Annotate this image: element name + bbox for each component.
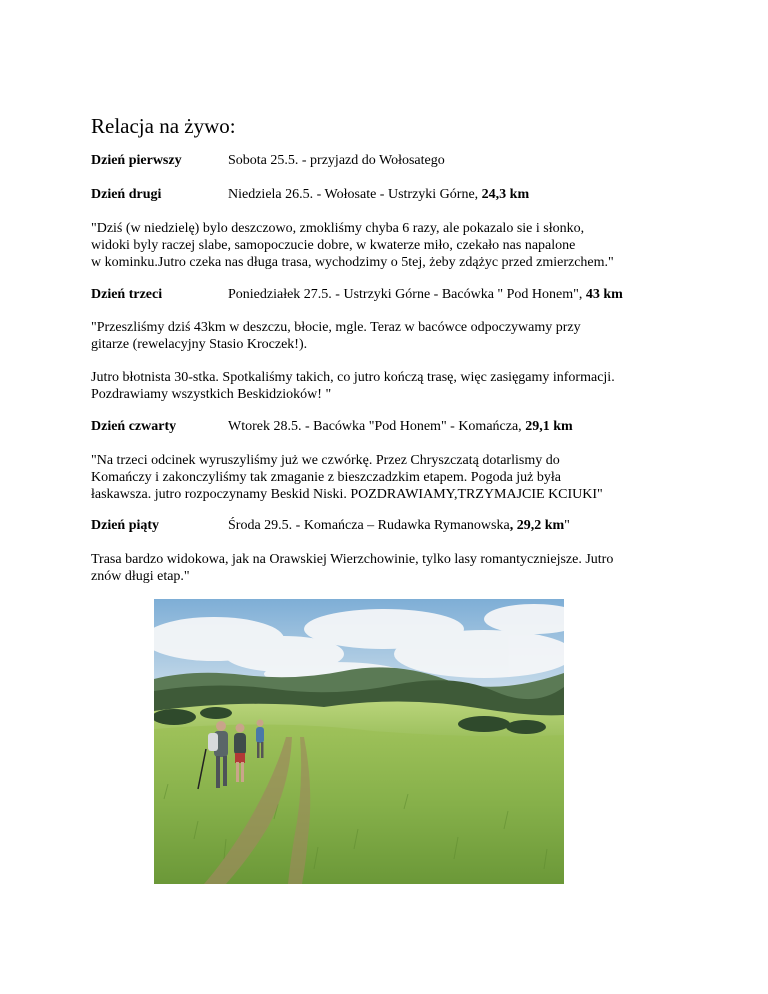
report-paragraph-4 — [91, 452, 691, 503]
paragraph-line: "Dziś (w niedzielę) bylo deszczowo, zmokliśmy chyba 6 razy, ale pokazalo sie i słonko, — [91, 221, 585, 236]
paragraph-line: Trasa bardzo widokowa, jak na Orawskiej Wierzchowinie, tylko lasy romantyczniejsze. Jutro — [91, 552, 614, 567]
day-label: Dzień trzeci — [91, 287, 163, 302]
day-description: Środa 29.5. - Komańcza – Rudawka Rymanowska, 29,2 km" — [228, 518, 570, 533]
page-title: Relacja na żywo: — [91, 114, 236, 138]
day-label: Dzień pierwszy — [91, 153, 182, 168]
day-description: Sobota 25.5. - przyjazd do Wołosatego — [228, 153, 445, 168]
day-distance: 29,1 km — [525, 419, 573, 434]
paragraph-line: znów długi etap." — [91, 569, 190, 584]
report-paragraph-5 — [91, 551, 691, 585]
paragraph-line: widoki byly raczej slabe, samopoczucie dobre, w kwaterze miło, czekało nas napalone — [91, 238, 576, 253]
paragraph-line: łaskawsza. jutro rozpoczynamy Beskid Niski. POZDRAWIAMY,TRZYMAJCIE KCIUKI" — [91, 487, 603, 502]
report-paragraph-3 — [91, 369, 691, 403]
paragraph-line: Komańczy i zakonczyliśmy tak zmaganie z bieszczadzkim etapem. Pogoda już była — [91, 470, 561, 485]
day-distance: 43 km — [585, 287, 623, 302]
paragraph-line: gitarze (rewelacyjny Stasio Kroczek!). — [91, 337, 308, 352]
paragraph-line: Pozdrawiamy wszystkich Beskidzioków! " — [91, 387, 332, 402]
report-paragraph-1 — [91, 220, 691, 271]
report-paragraph-2 — [91, 319, 691, 353]
paragraph-line: "Przeszliśmy dziś 43km w deszczu, błocie, mgle. Teraz w bacówce odpoczywamy przy — [91, 320, 581, 335]
day-description: Wtorek 28.5. - Bacówka "Pod Honem" - Komańcza, 29,1 km — [228, 419, 573, 434]
hiking-meadow-photo — [154, 599, 564, 884]
paragraph-line: "Na trzeci odcinek wyruszyliśmy już we czwórkę. Przez Chryszczatą dotarlismy do — [91, 453, 560, 468]
day-description: Poniedziałek 27.5. - Ustrzyki Górne - Bacówka " Pod Honem", 43 km — [228, 287, 623, 302]
day-distance: 24,3 km — [481, 187, 530, 202]
paragraph-line: w kominku.Jutro czeka nas długa trasa, wychodzimy o 5tej, żeby zdążyc przed zmierzchem." — [91, 255, 614, 270]
day-label: Dzień czwarty — [91, 419, 177, 434]
day-description: Niedziela 26.5. - Wołosate - Ustrzyki Górne, 24,3 km — [228, 187, 530, 202]
meadow-landscape-image — [154, 599, 564, 884]
paragraph-line: Jutro błotnista 30-stka. Spotkaliśmy takich, co jutro kończą trasę, więc zasięgamy informacji. — [91, 370, 615, 385]
day-label: Dzień piąty — [91, 518, 160, 533]
day-distance: , 29,2 km — [509, 518, 565, 533]
day-label: Dzień drugi — [91, 187, 162, 202]
